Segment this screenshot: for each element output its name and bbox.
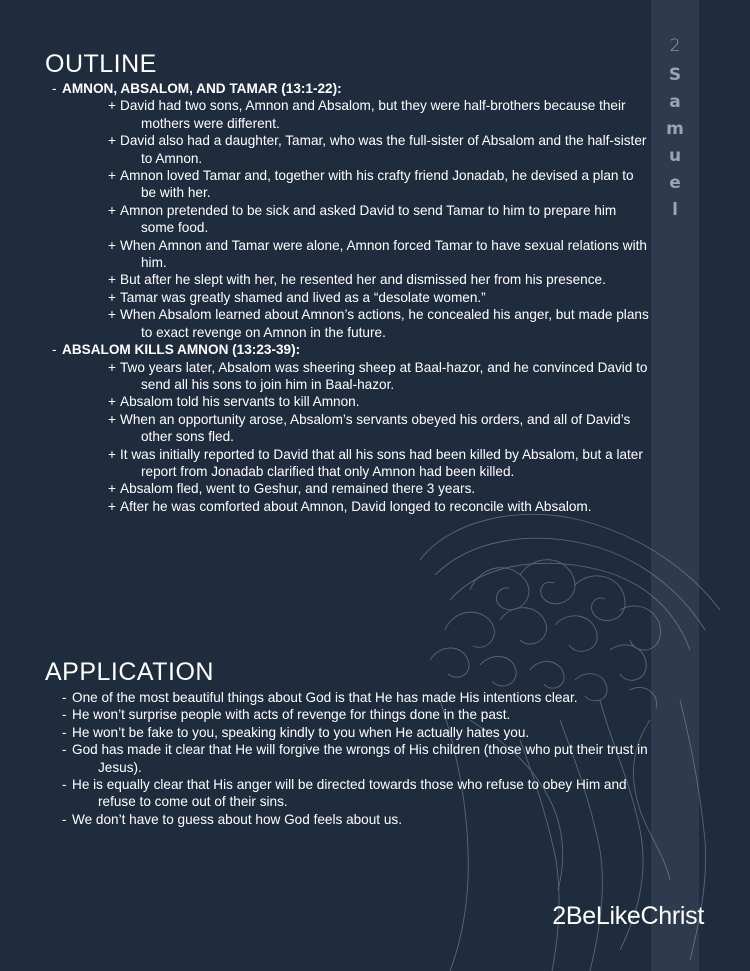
book-letter: m: [666, 119, 684, 139]
book-letter: e: [669, 173, 681, 193]
outline-item: + When Absalom learned about Amnon’s actions, he concealed his anger, but made plans to exact revenge on Amnon in the future.: [108, 307, 649, 340]
application-item: - We don’t have to guess about how God feels about us.: [62, 811, 402, 827]
book-letter: S: [668, 65, 682, 85]
application-title: APPLICATION: [45, 658, 214, 686]
outline-item: + It was initially reported to David that all his sons had been killed by Absalom, but a later report from Jonadab clarified that only Amnon had been killed.: [108, 446, 643, 479]
book-number: 2: [669, 36, 681, 56]
outline-section-heading: - ABSALOM KILLS AMNON (13:23-39):: [52, 341, 652, 358]
book-letter: u: [668, 146, 682, 166]
application-item: - God has made it clear that He will forgive the wrongs of His children (those who put their trust in Jesus).: [62, 742, 648, 775]
application-item: - He is equally clear that His anger will be directed towards those who refuse to obey Him and refuse to come out of their sins.: [62, 777, 627, 810]
outline-item: + After he was comforted about Amnon, David longed to reconcile with Absalom.: [108, 498, 592, 514]
application-item: - He won’t surprise people with acts of revenge for things done in the past.: [62, 707, 511, 723]
outline-item: + When Amnon and Tamar were alone, Amnon forced Tamar to have sexual relations with him.: [108, 237, 647, 271]
outline-item: + When an opportunity arose, Absalom’s servants obeyed his orders, and all of David’s other sons fled.: [108, 411, 631, 445]
outline-item: + Tamar was greatly shamed and lived as a “desolate women.”: [108, 289, 486, 305]
brand-wordmark: 2BeLikeChrist: [552, 902, 704, 930]
book-letter: l: [672, 200, 678, 220]
outline-section-items: [52, 97, 652, 341]
outline-body: [52, 80, 652, 515]
book-letter: a: [669, 92, 681, 112]
outline-item: + Two years later, Absalom was sheering sheep at Baal-hazor, and he convinced David to send all his sons to join him in Baal-hazor.: [108, 359, 648, 392]
application-item: - He won’t be fake to you, speaking kindly to you when He actually hates you.: [62, 724, 530, 740]
outline-item: + David had two sons, Amnon and Absalom, but they were half-brothers because their mothers were different.: [108, 98, 626, 131]
outline-title: OUTLINE: [45, 50, 157, 78]
outline-item: + But after he slept with her, he resented her and dismissed her from his presence.: [108, 272, 606, 288]
outline-section-heading: - AMNON, ABSALOM, AND TAMAR (13:1-22):: [52, 80, 652, 97]
outline-item: + David also had a daughter, Tamar, who was the full-sister of Absalom and the half-sister to Amnon.: [108, 133, 647, 166]
outline-item: + Amnon pretended to be sick and asked David to send Tamar to him to prepare him some food.: [108, 202, 617, 236]
application-body: [52, 689, 652, 828]
outline-item: + Absalom told his servants to kill Amnon.: [108, 394, 360, 410]
outline-section-items: [52, 359, 652, 516]
outline-item: + Amnon loved Tamar and, together with his crafty friend Jonadab, he devised a plan to be with her.: [108, 168, 634, 201]
application-item: - One of the most beautiful things about God is that He has made His intentions clear.: [62, 690, 578, 705]
outline-item: + Absalom fled, went to Geshur, and remained there 3 years.: [108, 481, 476, 497]
book-name-vertical: [651, 62, 699, 224]
